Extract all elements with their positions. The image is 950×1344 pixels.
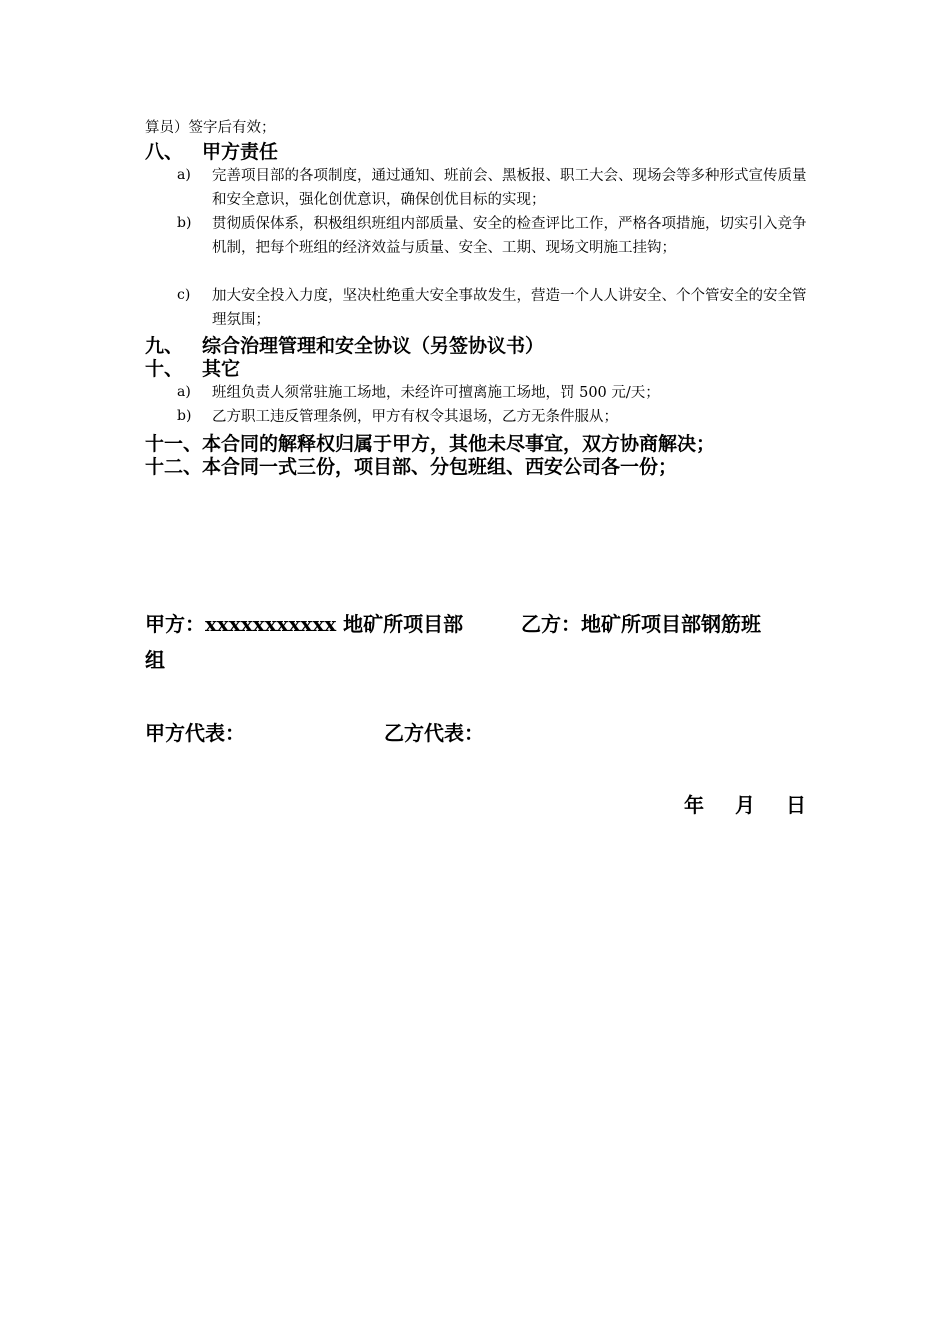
section-8-item-c-text: 加大安全投入力度，坚决杜绝重大安全事故发生，营造一个人人讲安全、个个管安全的安全管理氛围； [212,288,807,328]
section-8-title: 甲方责任 [202,141,279,163]
section-8-item-a-text: 完善项目部的各项制度，通过通知、班前会、黑板报、职工大会、现场会等多种形式宣传质量和安全意识，强化创优意识，确保创优目标的实现； [212,168,807,208]
section-11-text: 十一、本合同的解释权归属于甲方，其他未尽事宜，双方协商解决； [145,433,716,455]
party-a-name: 甲方：xxxxxxxxxxx 地矿所项目部 [145,612,464,636]
section-10-item-b-text: 乙方职工违反管理条例，甲方有权令其退场，乙方无条件服从； [212,409,618,425]
section-12-text: 十二、本合同一式三份，项目部、分包班组、西安公司各一份； [145,456,678,478]
party-b-name-continued: 组 [145,648,165,672]
party-b-name: 乙方：地矿所项目部钢筋班 [521,612,761,636]
section-8-number: 八、 [145,141,184,163]
section-9-title: 综合治理管理和安全协议（另签协议书） [202,335,545,357]
section-9-number: 九、 [145,335,184,357]
section-9-heading [145,335,544,357]
section-10-number: 十、 [145,358,184,380]
section-8-item-b-label: b) [177,215,192,231]
top-fragment: 算员）签字后有效； [145,120,276,136]
section-10-heading [145,358,240,380]
section-8-item-c-label: c) [177,287,191,303]
date-month-label: 月 [735,793,755,817]
section-8-heading [145,141,278,163]
party-a-representative-label: 甲方代表： [145,721,245,745]
section-8-item-b-text: 贯彻质保体系，积极组织班组内部质量、安全的检查评比工作，严格各项措施，切实引入竞争机制，把每个班组的经济效益与质量、安全、工期、现场文明施工挂钩； [212,216,807,256]
party-b-representative-label: 乙方代表： [384,721,484,745]
date-year-label: 年 [684,793,704,817]
section-10-title: 其它 [202,358,241,380]
section-10-item-a-text: 班组负责人须常驻施工场地，未经许可擅离施工场地，罚 500 元/天； [212,385,660,401]
date-day-label: 日 [786,793,806,817]
section-10-item-a-label: a) [177,384,191,400]
section-8-item-a-label: a) [177,167,191,183]
section-10-item-b-label: b) [177,408,192,424]
